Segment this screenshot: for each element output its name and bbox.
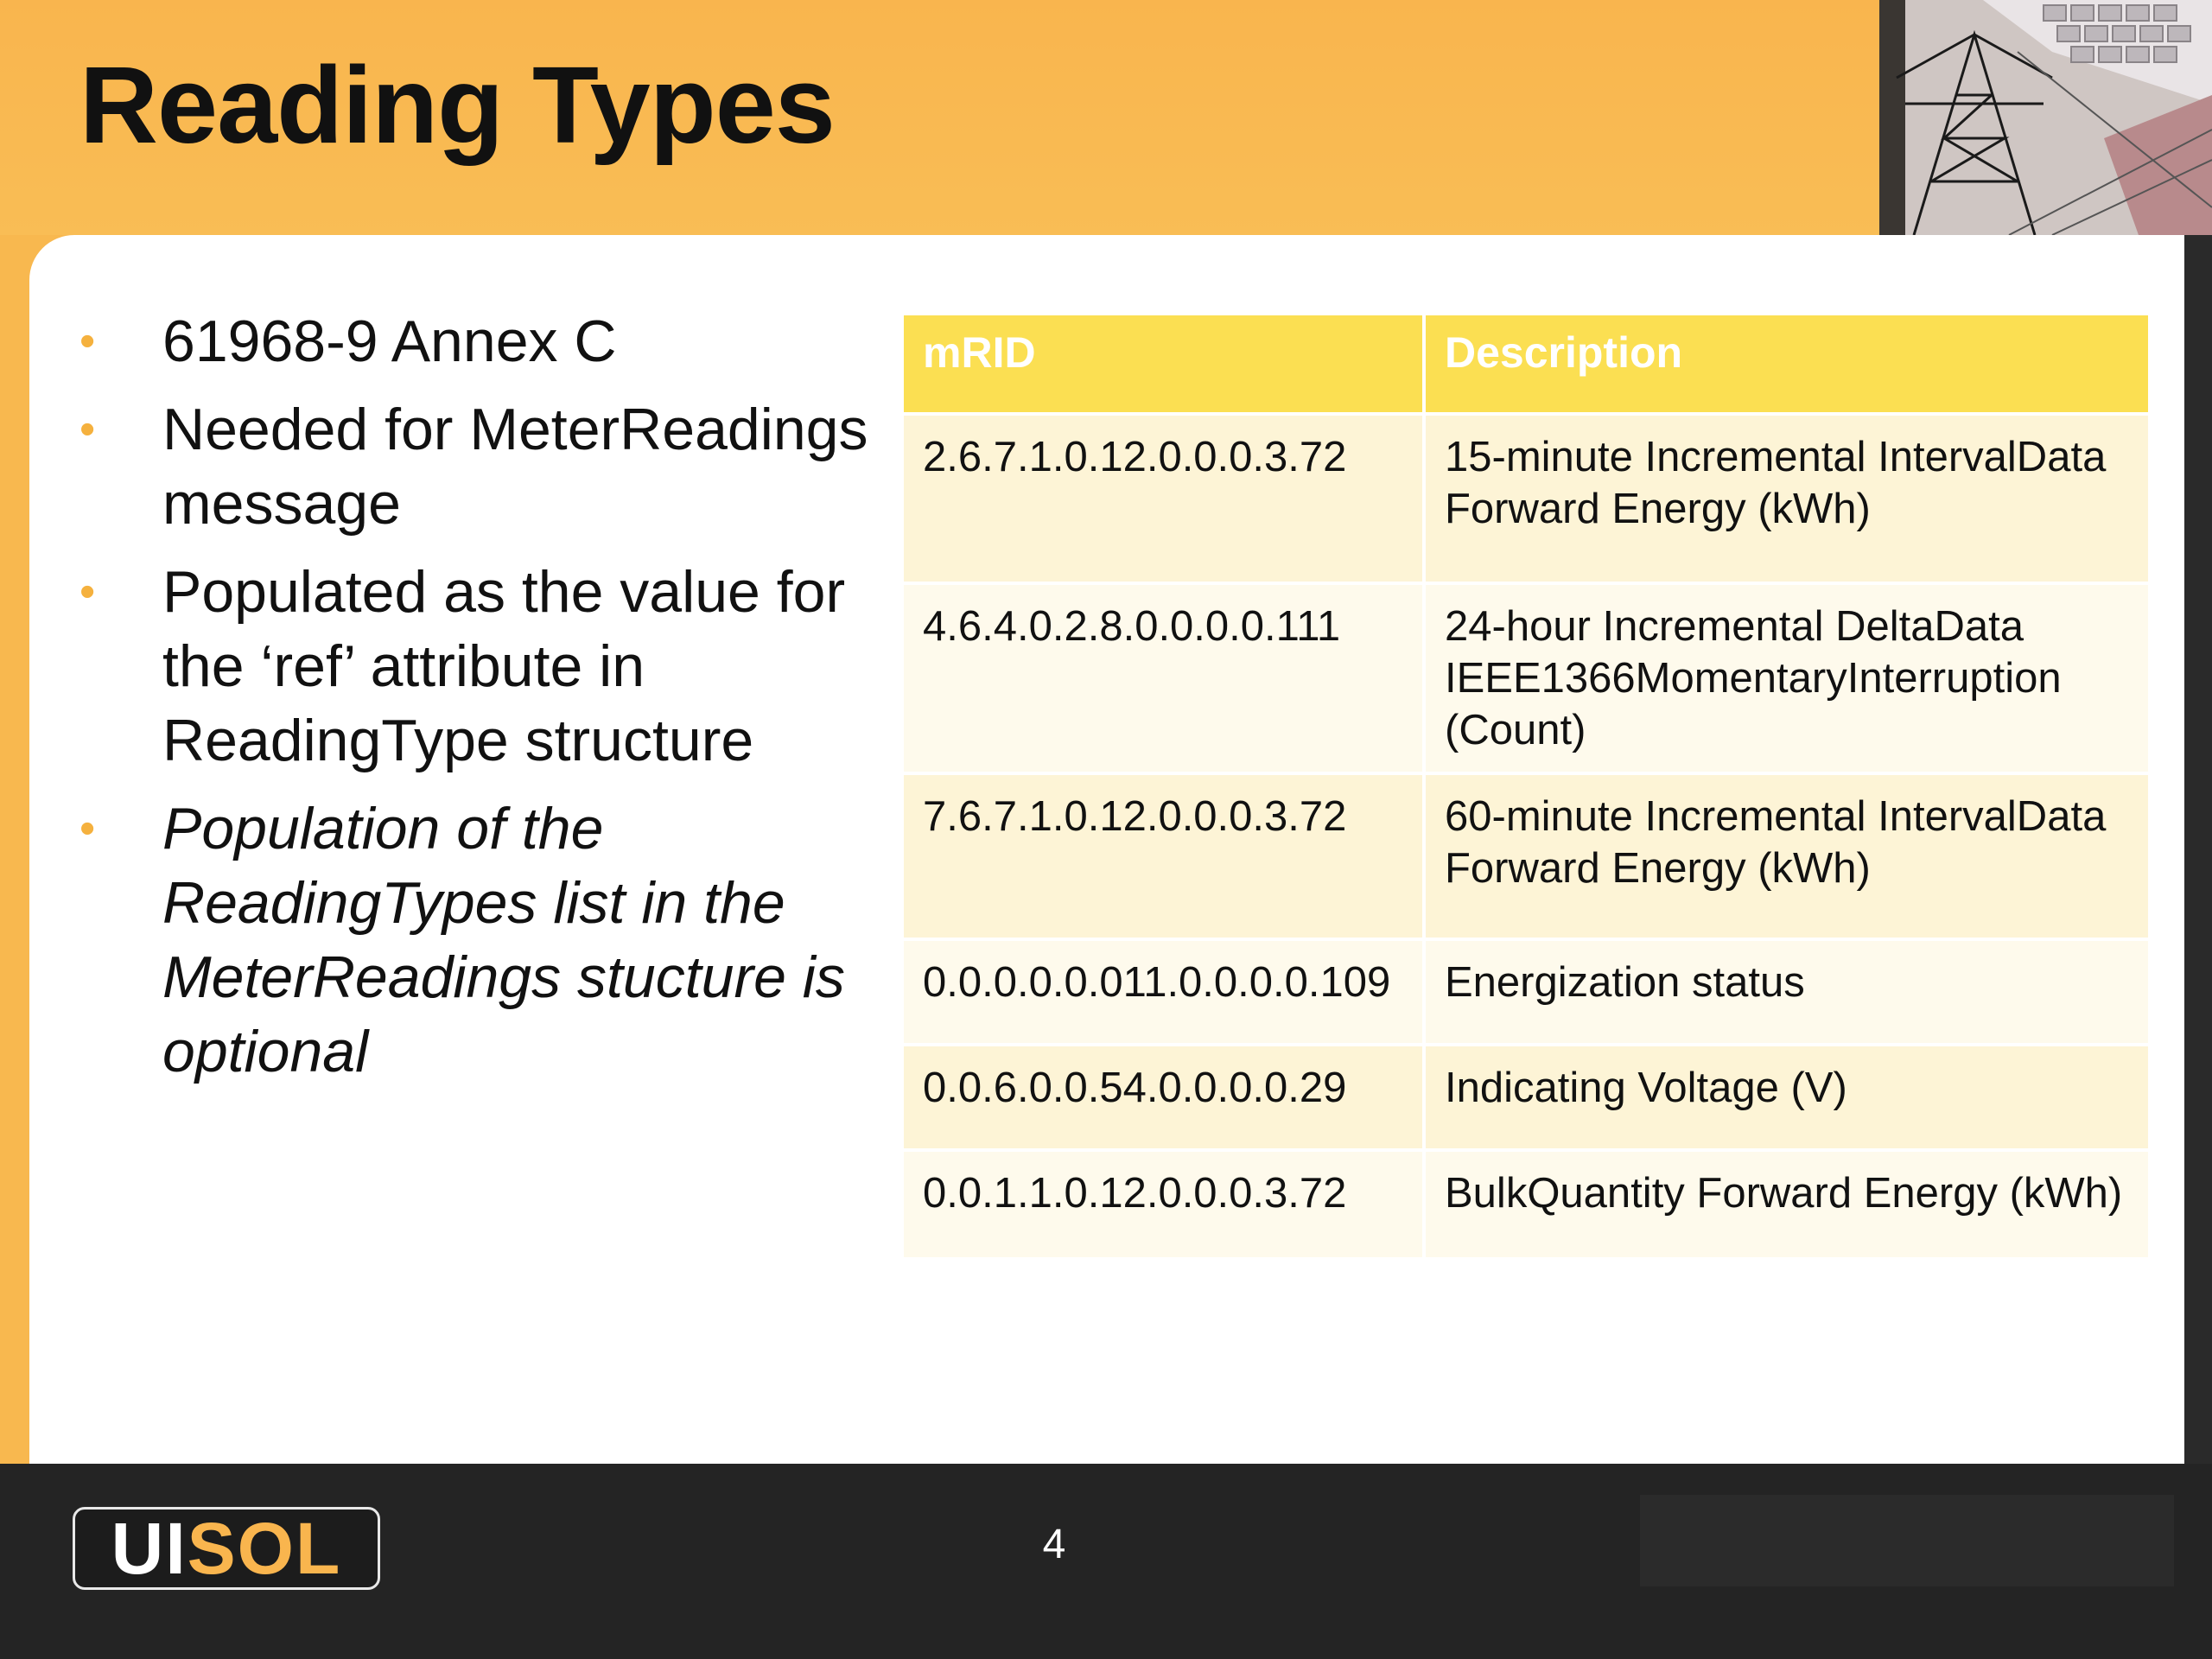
right-dark-rail bbox=[2184, 235, 2212, 1464]
column-header-mrid: mRID bbox=[904, 315, 1422, 412]
bullet-dot-icon: • bbox=[79, 316, 96, 366]
slide-title: Reading Types bbox=[79, 44, 835, 166]
photo-illustration bbox=[1879, 0, 2212, 235]
description-cell: Indicating Voltage (V) bbox=[1426, 1046, 2148, 1148]
bullet-list bbox=[79, 304, 874, 1103]
mrid-cell: 0.0.1.1.0.12.0.0.0.3.72 bbox=[904, 1152, 1422, 1257]
bullet-text: Needed for MeterReadings message bbox=[162, 397, 868, 537]
bullet-text: Population of the ReadingTypes list in the MeterReadings stucture is optional bbox=[162, 796, 845, 1084]
table-row bbox=[904, 1046, 2148, 1148]
table-row bbox=[904, 416, 2148, 582]
bullet-dot-icon: • bbox=[79, 804, 96, 854]
mrid-cell: 0.0.6.0.0.54.0.0.0.0.29 bbox=[904, 1046, 1422, 1148]
table-row bbox=[904, 775, 2148, 938]
bullet-text: Populated as the value for the ‘ref’ attribute in ReadingType structure bbox=[162, 559, 846, 773]
table-row bbox=[904, 941, 2148, 1043]
bullet-dot-icon: • bbox=[79, 404, 96, 454]
bullet-text: 61968-9 Annex C bbox=[162, 308, 617, 374]
bullet-dot-icon: • bbox=[79, 567, 96, 617]
table-row bbox=[904, 585, 2148, 772]
table-header-row bbox=[904, 315, 2148, 412]
mrid-cell: 0.0.0.0.0.011.0.0.0.0.109 bbox=[904, 941, 1422, 1043]
bullet-item bbox=[79, 791, 874, 1089]
description-cell: 60-minute Incremental IntervalData Forward Energy (kWh) bbox=[1426, 775, 2148, 938]
mrid-cell: 2.6.7.1.0.12.0.0.0.3.72 bbox=[904, 416, 1422, 582]
left-accent-strip bbox=[0, 235, 29, 1464]
bullet-item bbox=[79, 392, 874, 541]
bullet-item bbox=[79, 304, 874, 378]
decorative-photo bbox=[1879, 0, 2212, 235]
reading-types-table bbox=[900, 312, 2152, 1261]
logo-text-sol: SOL bbox=[187, 1507, 342, 1589]
page-number: 4 bbox=[1042, 1522, 1066, 1567]
description-cell: 15-minute Incremental IntervalData Forward Energy (kWh) bbox=[1426, 416, 2148, 582]
uisol-logo bbox=[73, 1507, 380, 1590]
mrid-cell: 7.6.7.1.0.12.0.0.0.3.72 bbox=[904, 775, 1422, 938]
footer-shade-block bbox=[1640, 1495, 2174, 1586]
description-cell: Energization status bbox=[1426, 941, 2148, 1043]
reading-types-table-wrapper bbox=[904, 315, 2155, 1257]
slide-footer bbox=[0, 1464, 2212, 1659]
description-cell: BulkQuantity Forward Energy (kWh) bbox=[1426, 1152, 2148, 1257]
mrid-cell: 4.6.4.0.2.8.0.0.0.0.111 bbox=[904, 585, 1422, 772]
table-row bbox=[904, 1152, 2148, 1257]
bullet-item bbox=[79, 555, 874, 778]
logo-text-ui: UI bbox=[111, 1507, 188, 1589]
description-cell: 24-hour Incremental DeltaData IEEE1366MomentaryInterruption (Count) bbox=[1426, 585, 2148, 772]
column-header-description: Description bbox=[1426, 315, 2148, 412]
